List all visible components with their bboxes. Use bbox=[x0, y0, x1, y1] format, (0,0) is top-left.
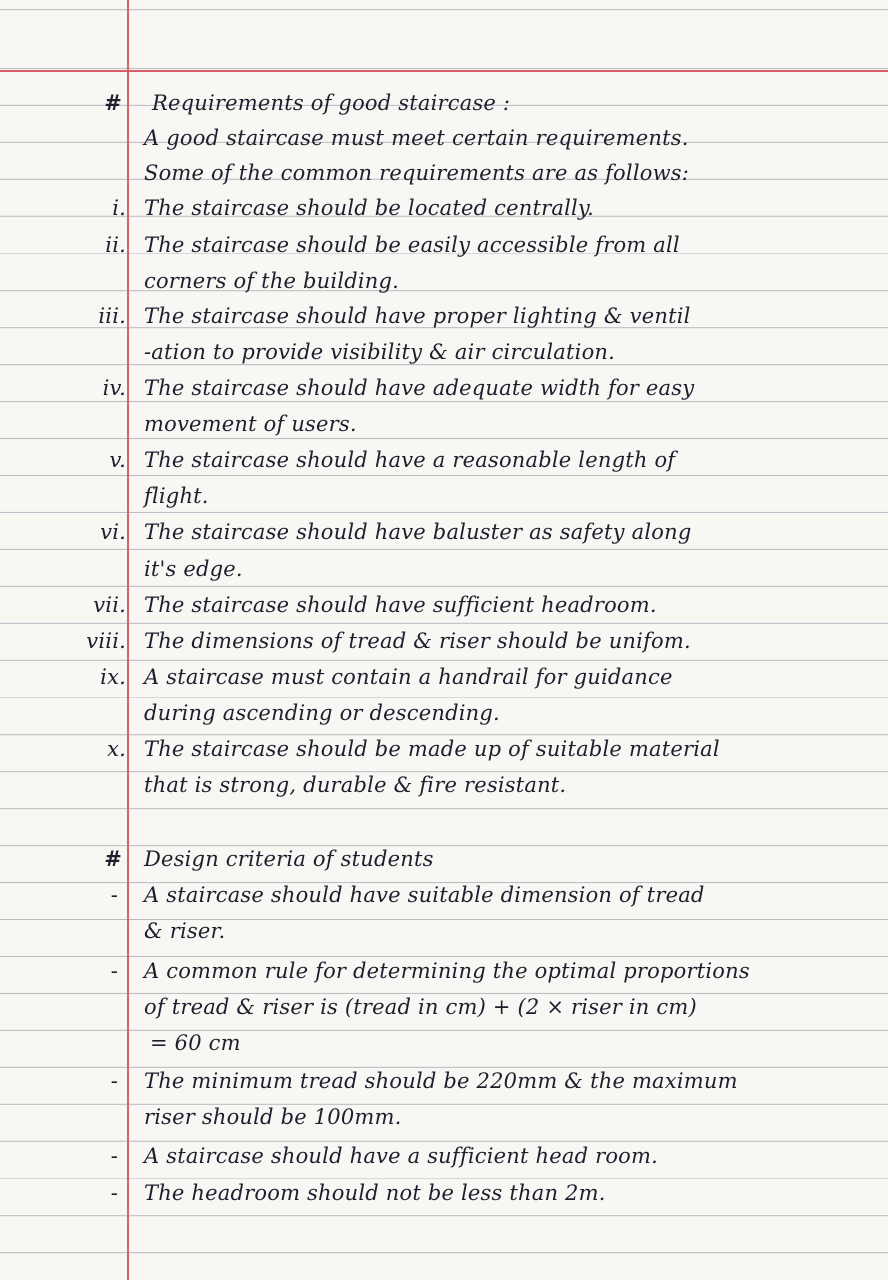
intro-text: A good staircase must meet certain requirements. bbox=[144, 126, 689, 150]
item-number: x. bbox=[107, 737, 126, 761]
bullet-line bbox=[0, 954, 888, 988]
bullet-text: A staircase should have a sufficient head room. bbox=[144, 1144, 659, 1168]
bullet-text: & riser. bbox=[144, 919, 226, 943]
bullet-text: A staircase should have suitable dimension of tread bbox=[144, 883, 705, 907]
list-item-line bbox=[0, 479, 888, 513]
item-text: The staircase should have a reasonable length of bbox=[144, 448, 676, 472]
item-text: movement of users. bbox=[144, 412, 357, 436]
item-text: flight. bbox=[144, 484, 209, 508]
item-number: viii. bbox=[86, 629, 126, 653]
bullet-line bbox=[0, 1026, 888, 1060]
section-heading: Requirements of good staircase : bbox=[152, 91, 511, 115]
list-item-line bbox=[0, 191, 888, 225]
intro-line bbox=[0, 121, 888, 155]
bullet-text: The headroom should not be less than 2m. bbox=[144, 1181, 606, 1205]
section-heading-line bbox=[0, 86, 888, 120]
list-item-line bbox=[0, 264, 888, 298]
item-number: iii. bbox=[98, 304, 126, 328]
section-heading: Design criteria of students bbox=[144, 847, 434, 871]
dash-marker: - bbox=[110, 959, 118, 983]
list-item-line bbox=[0, 660, 888, 694]
bullet-text: riser should be 100mm. bbox=[144, 1105, 402, 1129]
item-text: that is strong, durable & fire resistant. bbox=[144, 773, 567, 797]
list-item-line bbox=[0, 624, 888, 658]
bullet-line bbox=[0, 1100, 888, 1134]
list-item-line bbox=[0, 552, 888, 586]
item-text: The staircase should have proper lighting & ventil bbox=[144, 304, 691, 328]
item-text: during ascending or descending. bbox=[144, 701, 500, 725]
list-item-line bbox=[0, 443, 888, 477]
hash-marker: # bbox=[104, 90, 122, 115]
dash-marker: - bbox=[110, 1144, 118, 1168]
bullet-line bbox=[0, 878, 888, 912]
list-item-line bbox=[0, 335, 888, 369]
dash-marker: - bbox=[110, 883, 118, 907]
item-number: vi. bbox=[100, 520, 126, 544]
bullet-line bbox=[0, 1139, 888, 1173]
item-number: i. bbox=[112, 196, 126, 220]
list-item-line bbox=[0, 732, 888, 766]
intro-line bbox=[0, 156, 888, 190]
item-text: A staircase must contain a handrail for guidance bbox=[144, 665, 673, 689]
list-item-line bbox=[0, 768, 888, 802]
bullet-text: = 60 cm bbox=[150, 1031, 241, 1055]
item-text: The dimensions of tread & riser should be unifom. bbox=[144, 629, 691, 653]
item-text: The staircase should be easily accessible from all bbox=[144, 233, 680, 257]
list-item-line bbox=[0, 407, 888, 441]
bullet-text: The minimum tread should be 220mm & the maximum bbox=[144, 1069, 738, 1093]
top-margin-line bbox=[0, 70, 888, 72]
bullet-text: A common rule for determining the optimal proportions bbox=[144, 959, 750, 983]
list-item-line bbox=[0, 588, 888, 622]
dash-marker: - bbox=[110, 1181, 118, 1205]
dash-marker: - bbox=[110, 1069, 118, 1093]
item-text: The staircase should have baluster as safety along bbox=[144, 520, 692, 544]
list-item-line bbox=[0, 228, 888, 262]
bullet-text: of tread & riser is (tread in cm) + (2 × riser in cm) bbox=[144, 995, 697, 1019]
item-text: The staircase should be located centrally. bbox=[144, 196, 595, 220]
item-text: The staircase should have sufficient headroom. bbox=[144, 593, 657, 617]
item-text: it's edge. bbox=[144, 557, 243, 581]
item-text: corners of the building. bbox=[144, 269, 400, 293]
section-heading-line bbox=[0, 842, 888, 876]
item-number: ix. bbox=[100, 665, 126, 689]
item-number: v. bbox=[109, 448, 126, 472]
item-number: ii. bbox=[105, 233, 126, 257]
intro-text: Some of the common requirements are as follows: bbox=[144, 161, 690, 185]
item-text: The staircase should be made up of suitable material bbox=[144, 737, 720, 761]
bullet-line bbox=[0, 990, 888, 1024]
bullet-line bbox=[0, 914, 888, 948]
list-item-line bbox=[0, 371, 888, 405]
item-text: The staircase should have adequate width for easy bbox=[144, 376, 695, 400]
item-text: -ation to provide visibility & air circulation. bbox=[144, 340, 616, 364]
item-number: vii. bbox=[93, 593, 126, 617]
bullet-line bbox=[0, 1064, 888, 1098]
list-item-line bbox=[0, 515, 888, 549]
list-item-line bbox=[0, 696, 888, 730]
list-item-line bbox=[0, 299, 888, 333]
hash-marker: # bbox=[104, 846, 122, 871]
bullet-line bbox=[0, 1176, 888, 1210]
item-number: iv. bbox=[102, 376, 126, 400]
